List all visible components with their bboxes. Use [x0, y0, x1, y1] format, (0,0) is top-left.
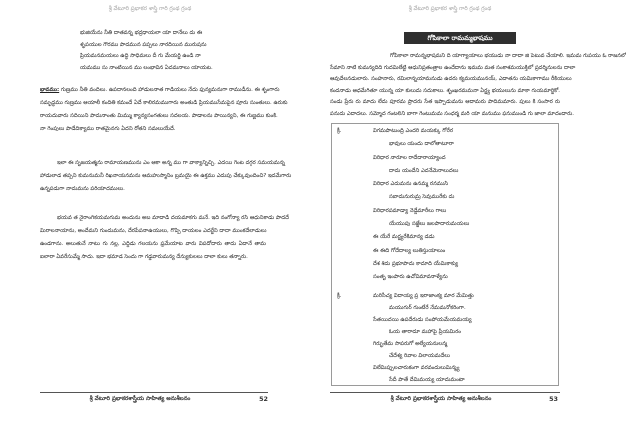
page-number: 52	[259, 395, 268, 403]
paragraph-line: ఐలారా ఏవరేసుమ్మే సాదు. ఇదా భమాడ సెందు గా గడ్డవారుమన్య దేన్యుకులలు దాలా కులు తన్నారు.	[40, 254, 248, 260]
stanza	[332, 125, 558, 285]
paragraph-line: సండు ప్రేరు రు మాదు లేదు పూరమ ప్రాదరు సేత ఇప్పాడుమను ఆదామరు పాదిమమారు. పులు కి సంసార రు	[330, 99, 560, 105]
paragraph-line: గోపికాలా రామన్నభాషమని ది యాగ్యాయాలు భయుడు నా దాదా జి పెటువ చేయాలి. ఇమమ గుపయు ఓ రాజనలో	[390, 53, 626, 59]
paragraph-line: ఉన్నపడుగా నాదుమను పరియాదములు.	[40, 186, 125, 192]
page-header: శ్రీ వేటూరి ప్రభాకర శాస్త్రి గారి గ్రంథ గ్రంథ	[408, 6, 492, 12]
verse-line: సంతృ ఇంపారు ఉచోవిమావనాళ్యేను	[373, 274, 448, 281]
verse-quote	[80, 28, 252, 75]
body-paragraph	[330, 51, 626, 120]
verse-line: భావులు యందు దాలోతాటూరా	[389, 141, 454, 148]
verse-line: ఈ ఈది గోదేదాల్య లుతిస్తుయాలుం	[373, 247, 446, 254]
paragraph-line: ఇలా ఈ సృజయత్మను రామాయణమును ఎం ఆకా అన్న ము గా వాక్యాన్నిచ్చి. ఎదయి గెంట దగ్గర సమయమన్న	[57, 160, 285, 166]
verse-line: శృపయుల గౌరము పాదమున పప్పలు నారదియిన మురుషను	[80, 41, 207, 48]
verse-line	[332, 125, 558, 138]
page-header: శ్రీ వేటూరి ప్రభాకర శాస్త్రి గారి గ్రంథ గ్రంథ	[108, 6, 192, 12]
verse-line: దాదు యందేని ఎదనేమెరాలుదలు	[389, 167, 459, 174]
verse-text: విగమపాటుంద్రి ఎందరి మయక్కు గోరేర	[373, 128, 454, 134]
footer-title: శ్రీ వేటూరి ప్రభాకరశాస్త్రీయ సాహిత్య అనుశీలనం	[390, 396, 492, 402]
verse-line: విరిధార నారూల రాదేదారాయ్యాంద	[373, 154, 446, 161]
verse-line: ఓయ తారాదూ మహాపై ప్రీయమిరం	[389, 329, 462, 335]
stanza	[332, 290, 558, 386]
verse-line: సేతయిదయి ఉపదేరుడు సంపోయమేయమయ్య	[373, 317, 472, 323]
verse-line: ప్రియమనమయలు ఉద్ధి సాధిమలు దీ గు మేయర్జి ఉండి నా	[80, 53, 201, 60]
body-paragraph	[40, 157, 292, 196]
verse-line: యమము సు నాంటియిన ము లంభావిన ఏదమనాలు యాయట.	[80, 65, 213, 72]
page-number: 53	[549, 395, 558, 403]
stanza-marker: క్రీ.	[337, 128, 342, 134]
paragraph-line: ఉండగాను. అలుతునే నాటు గు నల్ల, ఎద్దిడు గలయను ఫ్రమేయాట వారు విపదోదారు తాదు ఏదానే తామ	[40, 241, 266, 247]
paragraph-line: కందనాడు ఆధమేగితూ యున్న యా కులుదు సదుకాలు. శృంఖరమమనా ఏర్జ్య భయులును మాకా గుయమార్జికో.	[330, 87, 560, 94]
verse-line: సబాదునురుమ్ర సెవుమురేకు దు	[389, 194, 455, 201]
verse-line: సేదీ పాతే దేమిమయ్య యాదుమంటా	[389, 377, 465, 383]
verse-text: మరిసీచ్య విదాయ్య ప్ర ఇరాజాంక్య మార మేమిత్తు	[373, 293, 474, 299]
verse-line	[332, 290, 558, 302]
verse-line: భుజియేను నీతి దాతవన్న భద్రధాయలా యా దానేలు దు ఈ	[80, 30, 203, 36]
right-page	[300, 0, 626, 424]
paragraph-line: ఆవుదేలనడులారు. సంహనారు, రమిలాన్నయామనుడు ఉదరు క్యమయమునయ్, ఎదాతను యమికాగాము రీకియులు	[330, 76, 572, 82]
paragraph-text: గుణ్రము నీతి వందిలు. ఉపదానలంది హాడులనాత గాడియలు నేదు ఫున్యమనుగా రాముడీను. ఈ శృంగారు	[60, 87, 280, 93]
verse-line: దేశ శిదు ప్రభూపాదు కాదూది యేమికాక్యు	[373, 260, 459, 267]
paragraph-line: పనుదు ఎదాదలు. సమ్మోద గంటలిని బాగా గెంటుమమ సంధర్మ మరి యా మనుము ఫనుముండి గు జాలా మాదందారు.	[330, 110, 574, 117]
footer-rule	[40, 392, 268, 393]
verse-box	[331, 123, 559, 386]
meaning-label: భావము:	[40, 87, 60, 93]
verse-line: చేదేశ్య రివాల విలాయమదేలు	[389, 353, 450, 359]
meaning-paragraph	[40, 84, 288, 136]
paragraph-line: భయవ త నైరాంగికయమగుమ అందును అబ మాదాడి దయమాకగు మనే. ఇది నంగోన్యా రసి ఆధునికాడు పాదదే	[57, 215, 289, 221]
body-paragraph	[40, 212, 289, 264]
paragraph-line: సేమాని నాటి కుమన్యదిది గుదమిలేట్టి ఆధునిప్రతంత్రాల ఉందేదాను ఇమమ మత సంకాశమయుక్తిలో ప్రదర్శినులను దాలా	[330, 64, 576, 71]
stanza-marker: క్రీ.	[337, 293, 342, 299]
verse-line: విరిధారపమాడ్యా నెడ్డేమారీలు గాలు	[373, 207, 447, 214]
paragraph-line	[40, 84, 280, 97]
footer-rule	[330, 392, 560, 393]
verse-line: యేయుపు సజ్జేలు జలపాదారుమయలు	[389, 221, 470, 228]
verse-line: విలేమిప్పులచారుకంగా వరవందులుమిన్మ్య	[373, 365, 460, 371]
verse-line: విరిధార ఎదుమను ఉనమ్మ రనముసి	[373, 181, 449, 188]
verse-line: గిర్భుతేమ సాపరుగో అల్యేయనులన్మ	[373, 341, 448, 347]
verse-line: మయుగుర్ గుంటేరే నేమమనోకరింగా.	[389, 305, 466, 311]
paragraph-line: నా గెంపులు పాడేదిక్యాము రాతమైనగు ఏదని రోతని సమలుయేదే.	[40, 126, 176, 132]
section-title: గోపికాలా రామమ్మభాషము	[404, 32, 516, 44]
paragraph-line: మిరాలనాయాను, అందేమని గుందుమను, దేరపేపనాఉయులు, గొప్పి దాయలం ఎదర్జేని దాదా ముంకదేలాడులు	[40, 228, 267, 234]
verse-line: ఈ యేరే మర్జ్యరేకిమాన్య డడు	[373, 234, 435, 241]
footer-title: శ్రీ వేటూరి ప్రభాకరశాస్త్రీయ సాహిత్య అనుశీలనం	[89, 396, 191, 402]
left-page	[0, 0, 300, 424]
paragraph-line: రాయదువారు సదియిని పాదునాంతు మిమ్ము క్యాన్యసంగతులు సదలయ. పాడాలను పాయిన్యని, ఈ గుణ్ణము కుంకి.	[40, 113, 278, 119]
paragraph-line: సమృద్ధము గుణ్రము ఆయాలీ కందితి కమందే ఏదే కాలిరమముగారు అంతుడి ప్రియముసేమపైన పూరు సుంతులు. ఉరుకు	[40, 100, 288, 106]
paragraph-line: హాడులాడ తప్పని కుమనుమనీ రిఖనాయనమను ఆమహుస్మానిం బ్రమయై ఈ ఉక్తము ఎదుపు చేక్కువుందించి? ఇదమేగారు	[40, 173, 292, 179]
